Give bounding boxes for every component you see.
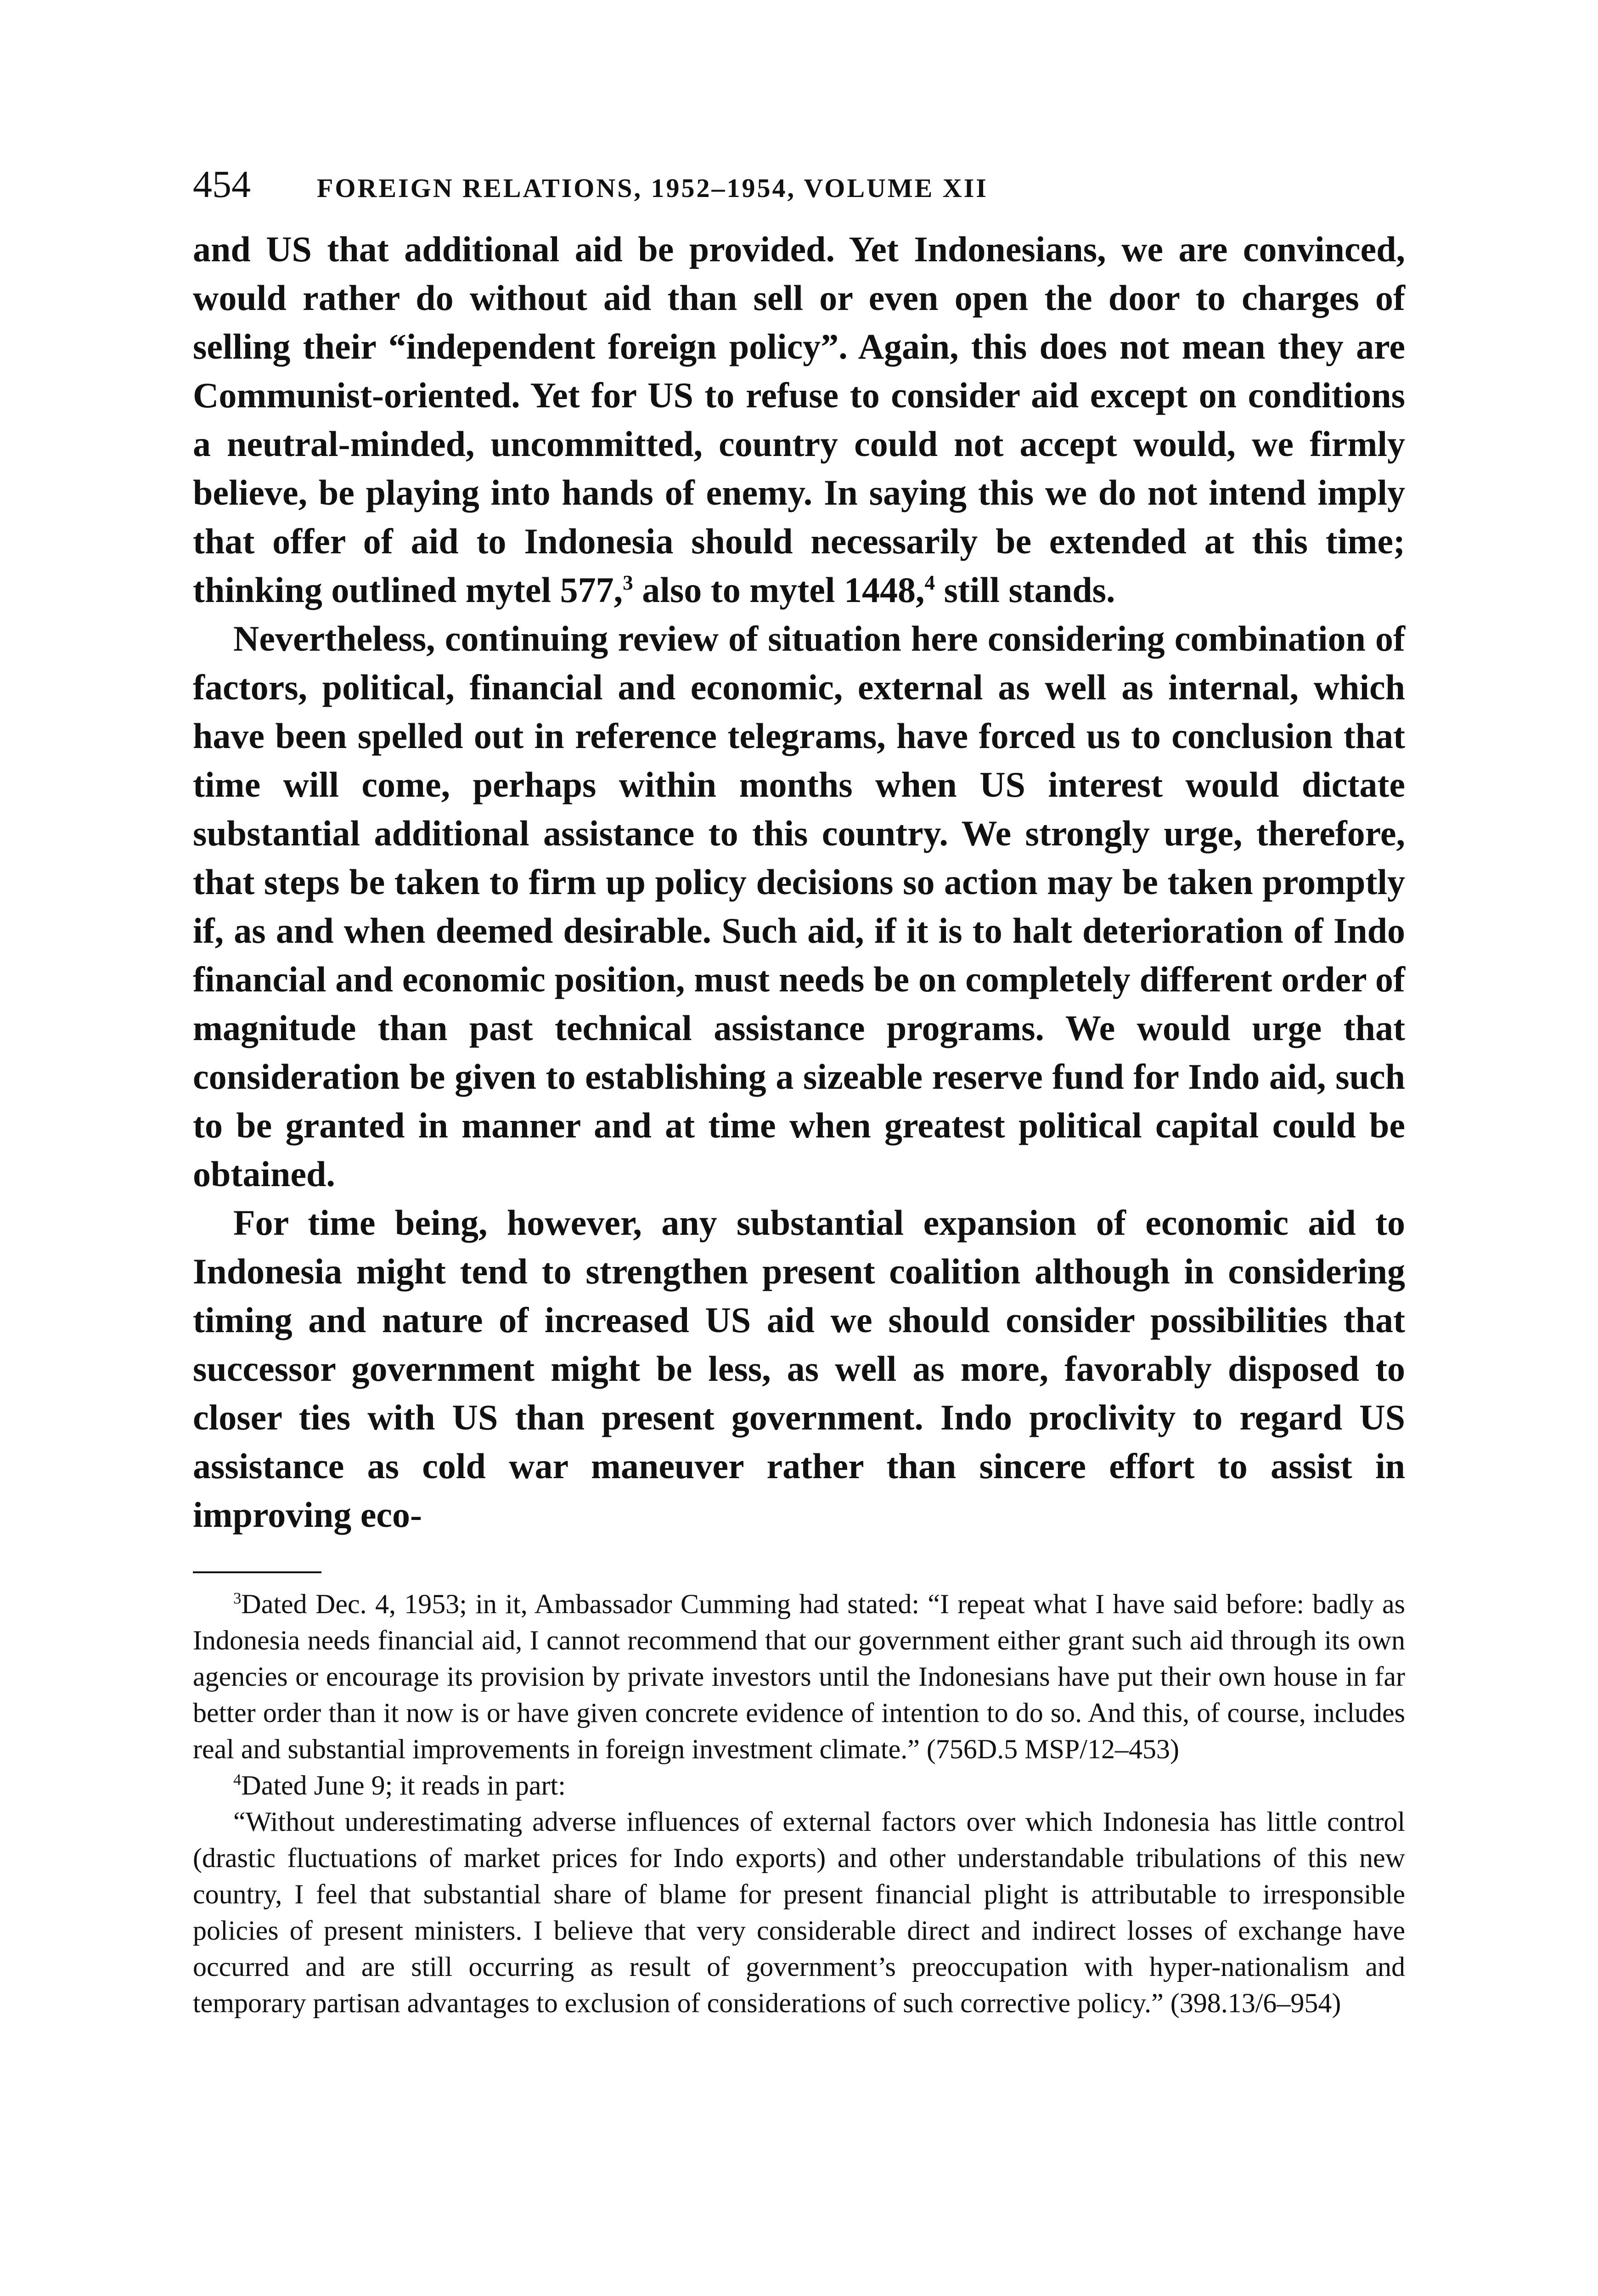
main-text	[193, 225, 1405, 1539]
footnote-divider	[193, 1571, 321, 1573]
footnote-4	[193, 1767, 1405, 1804]
paragraph-3: For time being, however, any substantial expansion of economic aid to Indonesia might tend to strengthen present coalition although in considering timing and nature of increased US aid we should consider possibilities that successor government might be less, as well as more, favorably disposed to closer ties with US than present government. Indo proclivity to regard US assistance as cold war maneuver rather than sincere effort to assist in improving eco-	[193, 1203, 1405, 1535]
page-number: 454	[193, 163, 251, 206]
footnote-3	[193, 1586, 1405, 1767]
paragraph-1-mid: also to mytel 1448,	[633, 570, 925, 610]
footnotes	[193, 1586, 1405, 2021]
running-head: FOREIGN RELATIONS, 1952–1954, VOLUME XII	[317, 173, 988, 203]
page-header	[193, 165, 1405, 216]
footnote-4-text: Dated June 9; it reads in part:	[241, 1770, 566, 1801]
footnote-4-quote: “Without underestimating adverse influences of external factors over which Indonesia has little control (drastic fluctuations of market prices for Indo exports) and other understandable tribulations of this new country, I feel that substantial share of blame for present financial plight is attributable to irresponsible policies of present ministers. I believe that very considerable direct and indirect losses of exchange have occurred and are still occurring as result of government’s preoccupation with hyper-nationalism and temporary partisan advantages to exclusion of considerations of such corrective policy.” (398.13/6–954)	[193, 1806, 1405, 2018]
paragraph-1	[193, 225, 1405, 614]
paragraph-2: Nevertheless, continuing review of situation here considering combination of factors, political, financial and economic, external as well as internal, which have been spelled out in reference telegrams, have forced us to conclusion that time will come, perhaps within months when US interest would dictate substantial additional assistance to this country. We strongly urge, therefore, that steps be taken to firm up policy decisions so action may be taken promptly if, as and when deemed desirable. Such aid, if it is to halt deterioration of Indo financial and economic position, must needs be on completely different order of magnitude than past technical assistance programs. We would urge that consideration be given to establishing a sizeable reserve fund for Indo aid, such to be granted in manner and at time when greatest political capital could be obtained.	[193, 619, 1405, 1194]
paragraph-1-end: still stands.	[935, 570, 1115, 610]
footnote-ref-4: 4	[924, 571, 935, 594]
footnote-4-number: 4	[233, 1771, 242, 1789]
document-page	[193, 165, 1405, 2021]
footnote-ref-3: 3	[623, 571, 633, 594]
paragraph-1-text: and US that additional aid be provided. Yet Indonesians, we are convinced, would rather do without aid than sell or even open the door to charges of selling their “independent foreign policy”. Again, this does not mean they are Communist-oriented. Yet for US to refuse to consider aid except on conditions a neutral-minded, uncommitted, country could not accept would, we firmly believe, be playing into hands of enemy. In saying this we do not intend imply that offer of aid to Indonesia should necessarily be extended at this time; thinking outlined mytel 577,	[193, 229, 1405, 610]
footnote-3-number: 3	[233, 1589, 242, 1607]
footnote-3-text: Dated Dec. 4, 1953; in it, Ambassador Cumming had stated: “I repeat what I have said before: badly as Indonesia needs financial aid, I cannot recommend that our government either grant such aid through its own agencies or encourage its provision by private investors until the Indonesians have put their own house in far better order than it now is or have given concrete evidence of intention to do so. And this, of course, includes real and substantial improvements in foreign investment climate.” (756D.5 MSP/12–453)	[193, 1589, 1405, 1764]
